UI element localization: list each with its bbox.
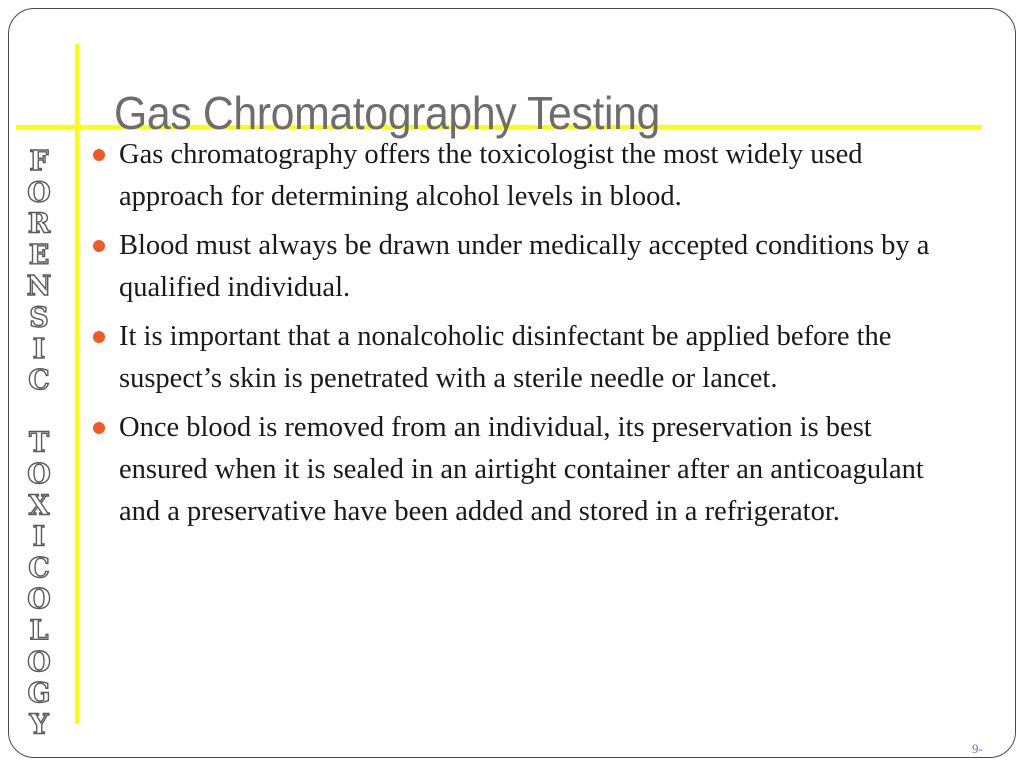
side-label-letter: O xyxy=(27,459,51,490)
bullet-item xyxy=(93,407,943,533)
side-label-letter: Y xyxy=(29,709,49,741)
bullet-icon xyxy=(93,331,105,343)
bullet-list xyxy=(93,134,943,540)
side-label-letter: O xyxy=(27,646,51,678)
bullet-text: Gas chromatography offers the toxicologist the most widely used approach for determining alcohol levels in blood. xyxy=(119,139,863,212)
slide-title: Gas Chromatography Testing xyxy=(114,87,660,139)
side-label-letters xyxy=(10,146,68,742)
side-label-letter: N xyxy=(26,271,52,303)
side-label-letter: O xyxy=(27,584,51,616)
side-label-letter: X xyxy=(28,490,50,522)
side-label-letter: C xyxy=(28,365,50,397)
page-number: 9- xyxy=(972,741,983,756)
bullet-icon xyxy=(93,422,105,434)
side-label-letter: R xyxy=(27,208,51,240)
bullet-text: It is important that a nonalcoholic disinfectant be applied before the suspect’s skin is penetrated with a sterile needle or lancet. xyxy=(119,321,892,394)
side-label-letter: F xyxy=(29,146,49,177)
bullet-item xyxy=(93,316,943,400)
bullet-icon xyxy=(93,149,105,161)
side-label-letter: C xyxy=(28,552,50,584)
bullet-item xyxy=(93,134,943,218)
bullet-text: Blood must always be drawn under medically accepted conditions by a qualified individual. xyxy=(119,230,930,303)
side-label xyxy=(10,146,68,742)
vertical-accent-line xyxy=(75,44,79,724)
side-label-letter: E xyxy=(28,239,50,271)
side-label-letter: I xyxy=(32,521,46,553)
side-label-letter: T xyxy=(28,427,50,459)
side-label-letter: O xyxy=(27,177,51,209)
bullet-item xyxy=(93,225,943,309)
side-label-letter: I xyxy=(32,333,46,365)
side-label-letter: L xyxy=(29,615,49,647)
side-label-letter: G xyxy=(27,678,51,710)
bullet-text: Once blood is removed from an individual, its preservation is best ensured when it is sealed in an airtight container after an anticoagulant and a preservative have been added and stored in a refrigerator. xyxy=(119,412,924,527)
side-label-letter: S xyxy=(29,302,49,334)
bullet-icon xyxy=(93,240,105,252)
